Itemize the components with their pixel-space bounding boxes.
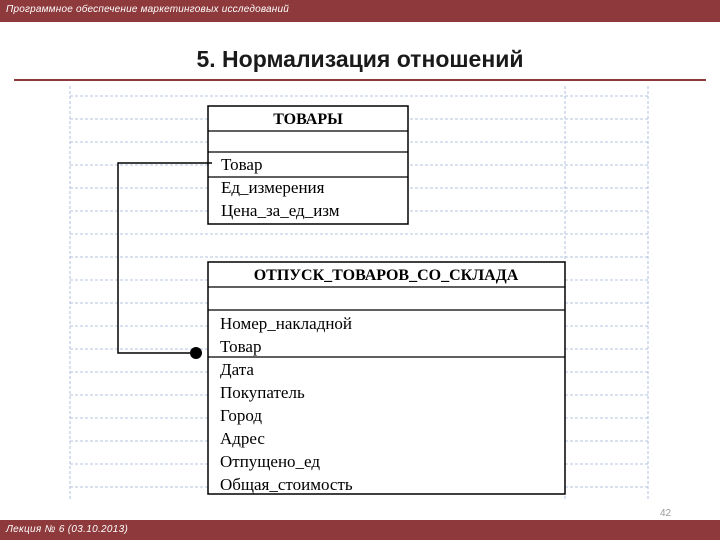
many-end-dot-icon xyxy=(190,347,202,359)
header-subtitle: Программное обеспечение маркетинговых исследований xyxy=(6,4,290,15)
footer-lecture: Лекция № 6 (03.10.2013) xyxy=(6,524,129,535)
table-otpusk-field: Общая_стоимость xyxy=(220,475,353,494)
relationship-connector xyxy=(118,163,212,359)
table-otpusk-field: Дата xyxy=(220,360,254,379)
relationship-line xyxy=(118,163,212,353)
table-otpusk-title: ОТПУСК_ТОВАРОВ_СО_СКЛАДА xyxy=(253,267,519,284)
footer-bar xyxy=(0,520,720,540)
table-otpusk-field: Адрес xyxy=(220,429,265,448)
table-tovary-field: Цена_за_ед_изм xyxy=(221,201,340,220)
table-tovary xyxy=(208,106,408,224)
table-otpusk xyxy=(208,262,565,494)
table-otpusk-field: Товар xyxy=(220,337,262,356)
page-number: 42 xyxy=(660,508,672,519)
table-tovary-field: Товар xyxy=(221,155,263,174)
table-otpusk-field: Номер_накладной xyxy=(220,314,353,333)
table-tovary-title: ТОВАРЫ xyxy=(273,111,343,128)
table-otpusk-field: Покупатель xyxy=(220,383,305,402)
table-otpusk-field: Город xyxy=(220,406,262,425)
slide-title: 5. Нормализация отношений xyxy=(196,46,524,72)
table-tovary-field: Ед_измерения xyxy=(221,178,325,197)
table-otpusk-field: Отпущено_ед xyxy=(220,452,321,471)
